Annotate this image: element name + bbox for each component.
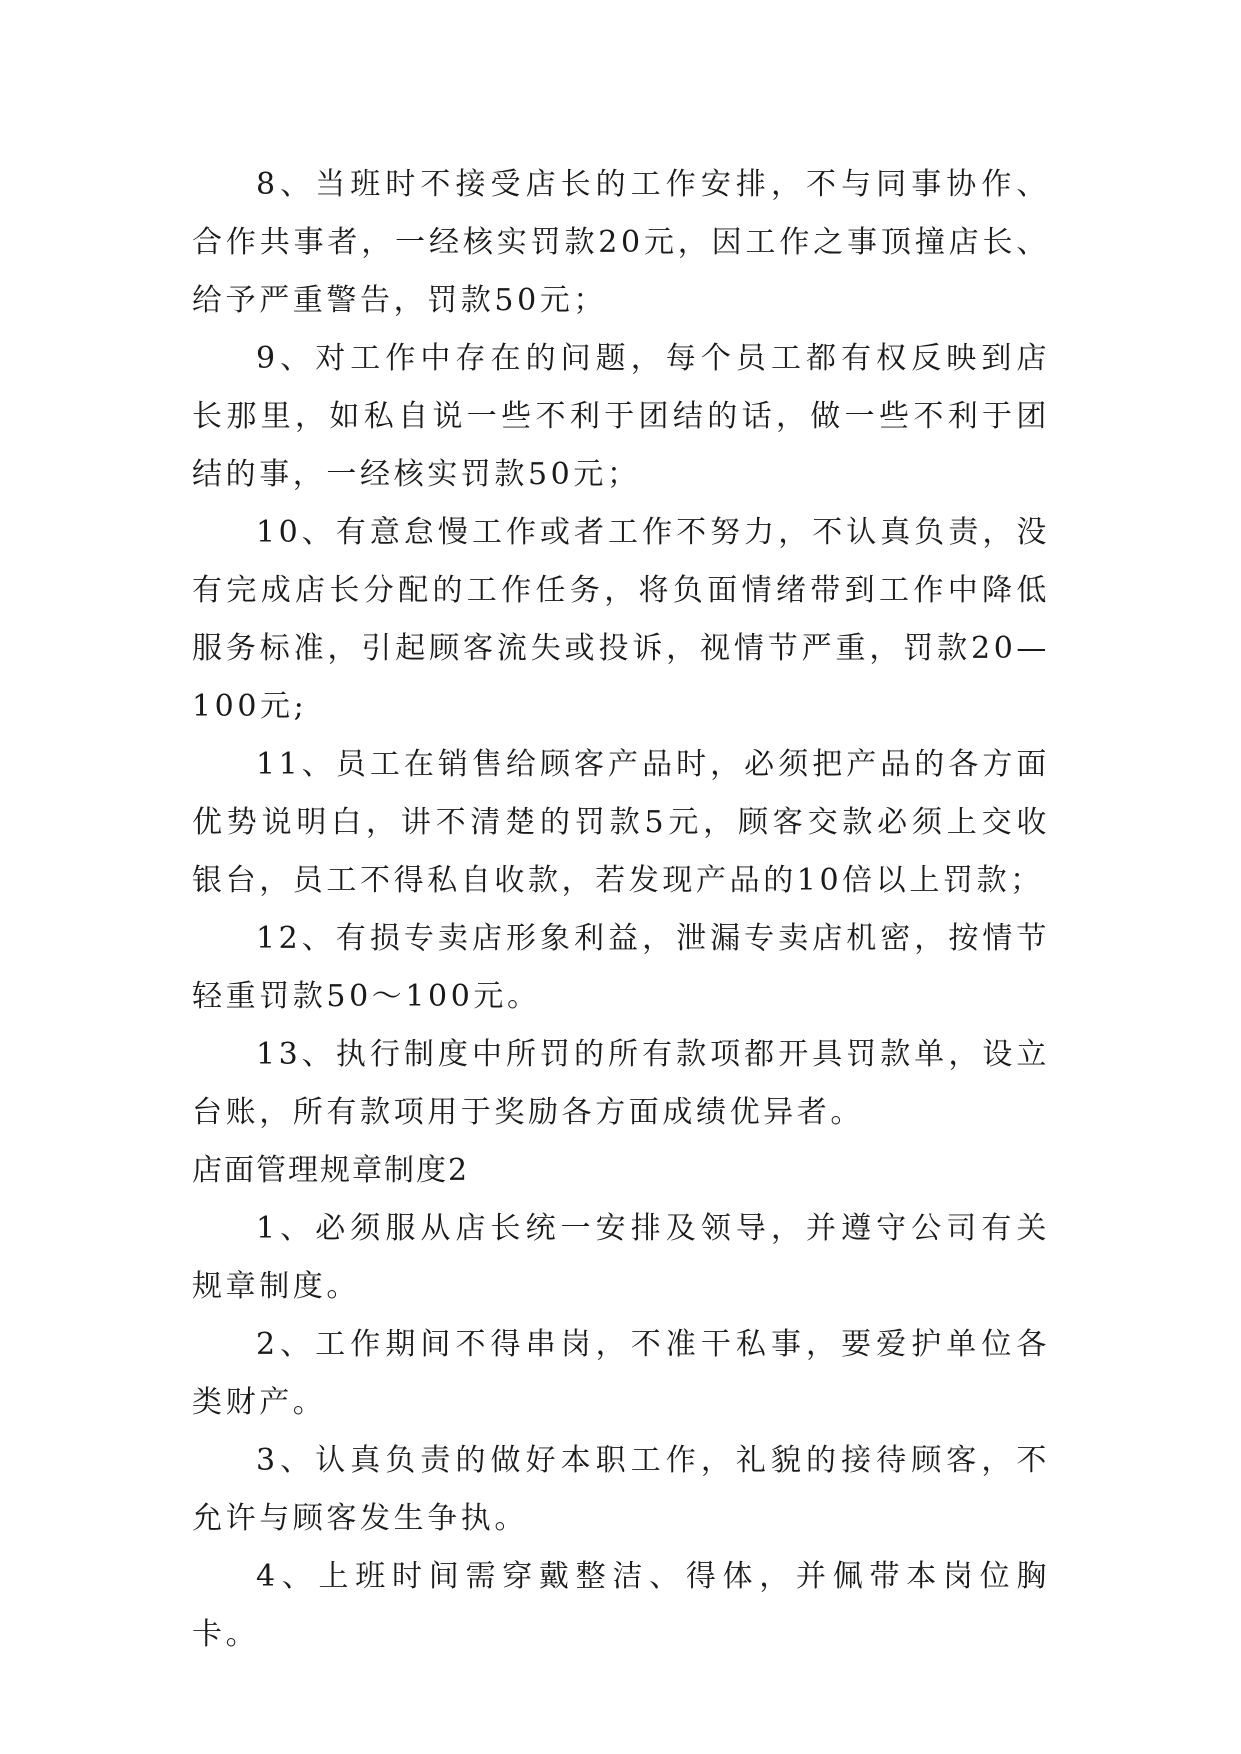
rule-item-9: 9、对工作中存在的问题，每个员工都有权反映到店长那里，如私自说一些不利于团结的话，做一些不利于团结的事，一经核实罚款50元；: [192, 341, 1050, 492]
rule-item-3: 3、认真负责的做好本职工作，礼貌的接待顾客，不允许与顾客发生争执。: [192, 1443, 1050, 1536]
rule-item-8: 8、当班时不接受店长的工作安排，不与同事协作、合作共事者，一经核实罚款20元，因工作之事顶撞店长、给予严重警告，罚款50元；: [192, 167, 1050, 318]
rule-item-10: 10、有意怠慢工作或者工作不努力，不认真负责，没有完成店长分配的工作任务，将负面情绪带到工作中降低服务标准，引起顾客流失或投诉，视情节严重，罚款20—100元;: [192, 515, 1050, 724]
rule-item-4: 4、上班时间需穿戴整洁、得体，并佩带本岗位胸卡。: [192, 1559, 1050, 1652]
section-heading: 店面管理规章制度2: [192, 1153, 470, 1188]
rule-item-1: 1、必须服从店长统一安排及领导，并遵守公司有关规章制度。: [192, 1211, 1050, 1304]
rule-item-11: 11、员工在销售给顾客产品时，必须把产品的各方面优势说明白，讲不清楚的罚款5元，顾客交款必须上交收银台，员工不得私自收款，若发现产品的10倍以上罚款；: [192, 747, 1050, 898]
rule-item-2: 2、工作期间不得串岗，不准干私事，要爱护单位各类财产。: [192, 1327, 1050, 1420]
rule-item-12: 12、有损专卖店形象利益，泄漏专卖店机密，按情节轻重罚款50～100元。: [192, 921, 1050, 1014]
document-body: [192, 156, 1050, 1664]
rule-item-13: 13、执行制度中所罚的所有款项都开具罚款单，设立台账，所有款项用于奖励各方面成绩优异者。: [192, 1037, 1050, 1130]
